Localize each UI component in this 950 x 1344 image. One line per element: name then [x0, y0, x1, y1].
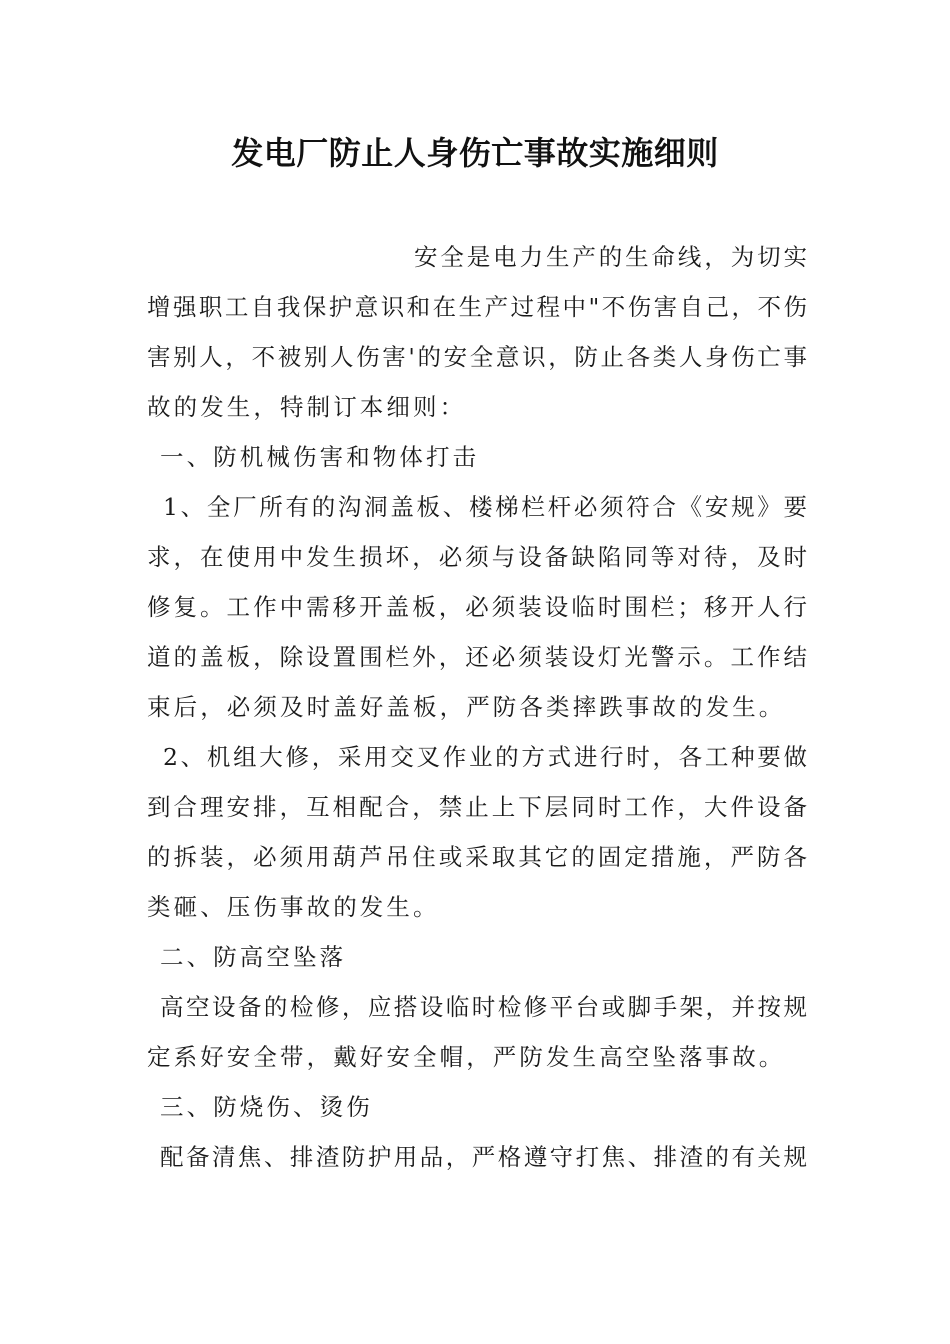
intro-line-1: 安全是电力生产的生命线，为切实: [414, 243, 807, 271]
item-2-line-3: 的拆装，必须用葫芦吊住或采取其它的固定措施，严防各: [147, 843, 807, 871]
item-1-line-3: 修复。工作中需移开盖板，必须装设临时围栏；移开人行: [147, 593, 807, 621]
section-heading-1: 一、防机械伤害和物体打击: [160, 443, 480, 471]
item-1-line-1: 1、全厂所有的沟洞盖板、楼梯栏杆必须符合《安规》要: [163, 493, 807, 521]
item-2-line-4: 类砸、压伤事故的发生。: [147, 893, 440, 921]
section-3-line-1: 配备清焦、排渣防护用品，严格遵守打焦、排渣的有关规: [160, 1143, 807, 1171]
intro-line-2: 增强职工自我保护意识和在生产过程中"不伤害自己，不伤: [147, 293, 807, 321]
intro-line-3: 害别人，不被别人伤害'的安全意识，防止各类人身伤亡事: [147, 343, 807, 371]
section-heading-3: 三、防烧伤、烫伤: [160, 1093, 373, 1121]
section-heading-2: 二、防高空坠落: [160, 943, 347, 971]
intro-line-4: 故的发生，特制订本细则：: [147, 393, 467, 421]
item-1-line-5: 束后，必须及时盖好盖板，严防各类摔跌事故的发生。: [147, 693, 786, 721]
section-2-line-1: 高空设备的检修，应搭设临时检修平台或脚手架，并按规: [160, 993, 807, 1021]
document-title: 发电厂防止人身伤亡事故实施细则: [231, 134, 719, 172]
item-1-line-2: 求，在使用中发生损坏，必须与设备缺陷同等对待，及时: [147, 543, 807, 571]
item-1-line-4: 道的盖板，除设置围栏外，还必须装设灯光警示。工作结: [147, 643, 807, 671]
section-2-line-2: 定系好安全带，戴好安全帽，严防发生高空坠落事故。: [147, 1043, 786, 1071]
item-2-line-2: 到合理安排，互相配合，禁止上下层同时工作，大件设备: [147, 793, 807, 821]
item-2-line-1: 2、机组大修，采用交叉作业的方式进行时，各工种要做: [163, 743, 807, 771]
